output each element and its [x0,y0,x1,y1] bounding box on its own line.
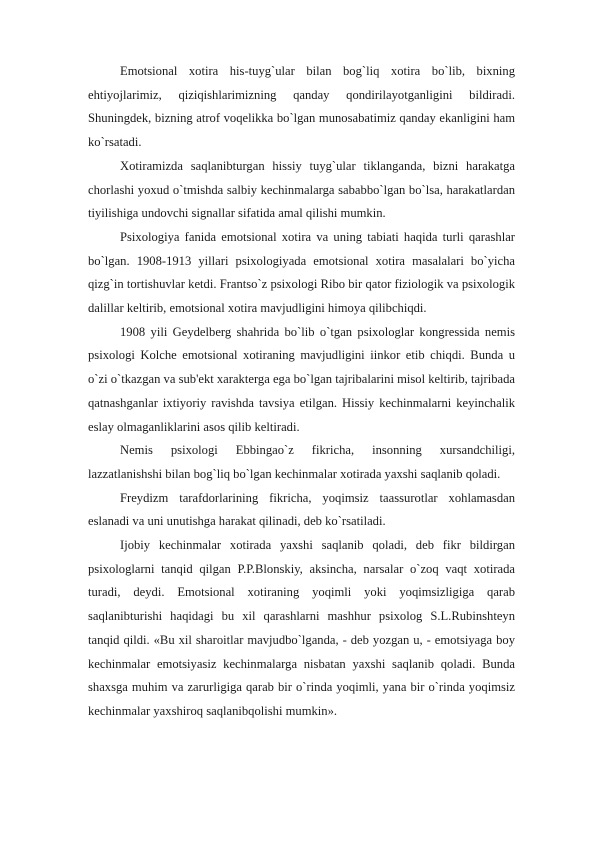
paragraph-psychology-views: Psixologiya fanida emotsional xotira va uning tabiati haqida turli qarashlar bo`lgan. 1908-1913 yillari psixologiyada emotsional xotira masalalari bo`yicha qizg`in tortishuvlar ketdi. Frantso`z psixologi Ribo bir qator fiziologik va psixologik dalillar keltirib, emotsional xotira mavjudligini himoya qilibchiqdi. [88,229,515,316]
paragraph-heidelberg-congress: 1908 yili Geydelberg shahrida bo`lib o`tgan psixologlar kongressida nemis psixologi Kolche emotsional xotiraning mavjudligini iinkor etib chiqdi. Bunda u o`zi o`tkazgan va sub'ekt xarakterga ega bo`lgan tajribalarini misol keltirib, tajribada qatnashganlar ixtiyoriy ravishda tavsiya etilgan. Hissiy kechinmalarni keyinchalik eslay olmaganliklarini asos qilib keltiradi. [88,324,515,434]
paragraph-freudism: Freydizm tarafdorlarining fikricha, yoqimsiz taassurotlar xohlamasdan eslanadi va uni unutishga harakat qilinadi, deb ko`rsatiladi. [88,490,515,529]
paragraph-blonsky-rubinstein: Ijobiy kechinmalar xotirada yaxshi saqlanib qoladi, deb fikr bildirgan psixologlarni tanqid qilgan P.P.Blonskiy, aksincha, narsalar o`zoq vaqt xotirada turadi, deydi. Emotsional xotiraning yoqimli yoki yoqimsizligiga qarab saqlanibturishi haqidagi bu xil qarashlarni mashhur psixolog S.L.Rubinshteyn tanqid qildi. «Bu xil sharoitlar mavjudbo`lganda, - deb yozgan u, - emotsiyaga boy kechinmalar emotsiyasiz kechinmalarga nisbatan yaxshi saqlanib qoladi. Bunda shaxsga muhim va zarurligiga qarab bir o`rinda yoqimli, yana bir o`rinda yoqimsiz kechinmalar yaxshiroq saqlanibqolishi mumkin». [88,538,515,718]
paragraph-stored-feelings: Xotiramizda saqlanibturgan hissiy tuyg`ular tiklanganda, bizni harakatga chorlashi yoxud o`tmishda salbiy kechinmalarga sababbo`lgan bo`lsa, harakatlardan tiyilishiga undovchi signallar sifatida amal qilishi mumkin. [88,158,515,221]
paragraph-emotional-memory-definition: Emotsional xotira his-tuyg`ular bilan bog`liq xotira bo`lib, bixning ehtiyojlarimiz, qiziqishlarimizning qanday qondirilayotganligini bildiradi. Shuningdek, bizning atrof voqelikka bo`lgan munosabatimiz qanday ekanligini ham ko`rsatadi. [88,64,515,150]
body-text [88,60,515,724]
paragraph-ebbinghaus: Nemis psixologi Ebbingao`z fikricha, insonning xursandchiligi, lazzatlanishshi bilan bog`liq bo`lgan kechinmalar xotirada yaxshi saqlanib qoladi. [88,443,515,481]
